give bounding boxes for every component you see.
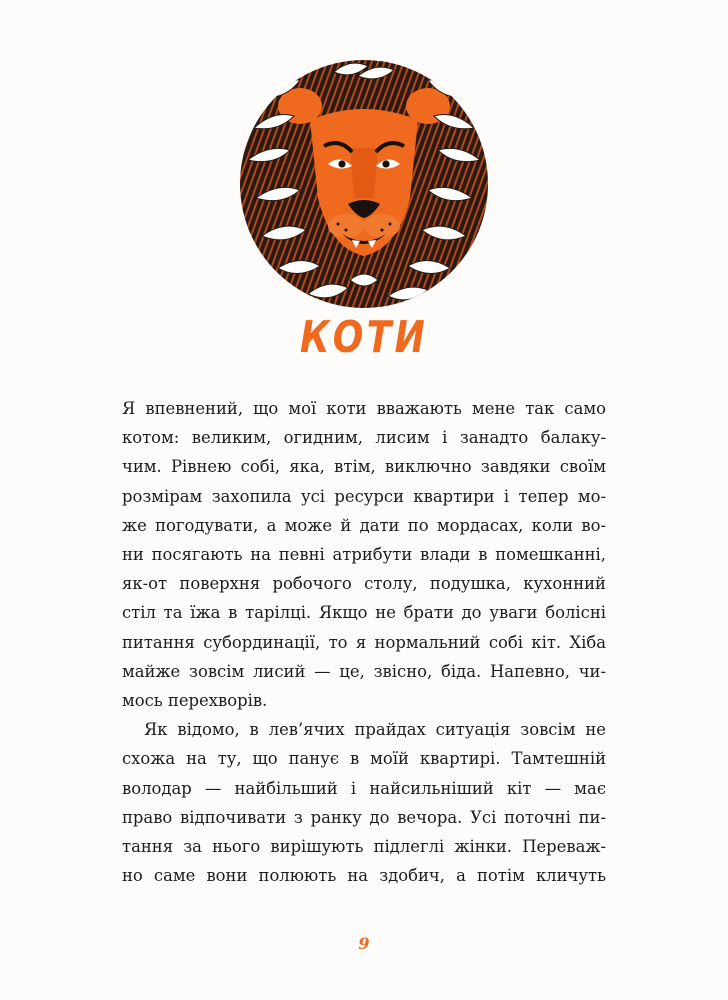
text-line: мось перехворів. [122, 691, 268, 711]
text-line: розмірам захопила усі ресурси квартири і тепер мо- [122, 486, 606, 506]
text-line: Як відомо, в лев’ячих прайдах ситуація зовсім не [144, 720, 606, 740]
text-line: но саме вони полюють на здобич, а потім кличуть [122, 866, 606, 886]
text-line: тання за нього вирішують підлеглі жінки. Переваж- [122, 837, 606, 857]
text-line: питання субординації, то я нормальний собі кіт. Хіба [122, 632, 606, 652]
text-line: стіл та їжа в тарілці. Якщо не брати до уваги болісні [122, 603, 606, 623]
text-line: чим. Рівнею собі, яка, втім, виключно завдяки своїм [122, 457, 606, 477]
text-line: право відпочивати з ранку до вечора. Усі поточні пи- [122, 807, 606, 827]
chapter-title: КОТИ [299, 312, 429, 363]
text-line: як-от поверхня робочого столу, подушка, кухонний [122, 574, 606, 594]
text-line: ни посягають на певні атрибути влади в помешканні, [122, 545, 606, 565]
body-text [122, 394, 606, 890]
text-line: котом: великим, огидним, лисим і занадто балаку- [122, 428, 606, 448]
lion-illustration [238, 58, 490, 310]
text-line: схожа на ту, що панує в моїй квартирі. Тамтешній [122, 749, 606, 769]
text-line: володар — найбільший і найсильніший кіт — має [122, 778, 606, 798]
page-number: 9 [358, 934, 370, 953]
text-line: майже зовсім лисий — це, звісно, біда. Напевно, чи- [122, 661, 606, 681]
text-line: Я впевнений, що мої коти вважають мене так само [122, 399, 606, 418]
text-line: же погодувати, а може й дати по мордасах, коли во- [122, 515, 606, 535]
